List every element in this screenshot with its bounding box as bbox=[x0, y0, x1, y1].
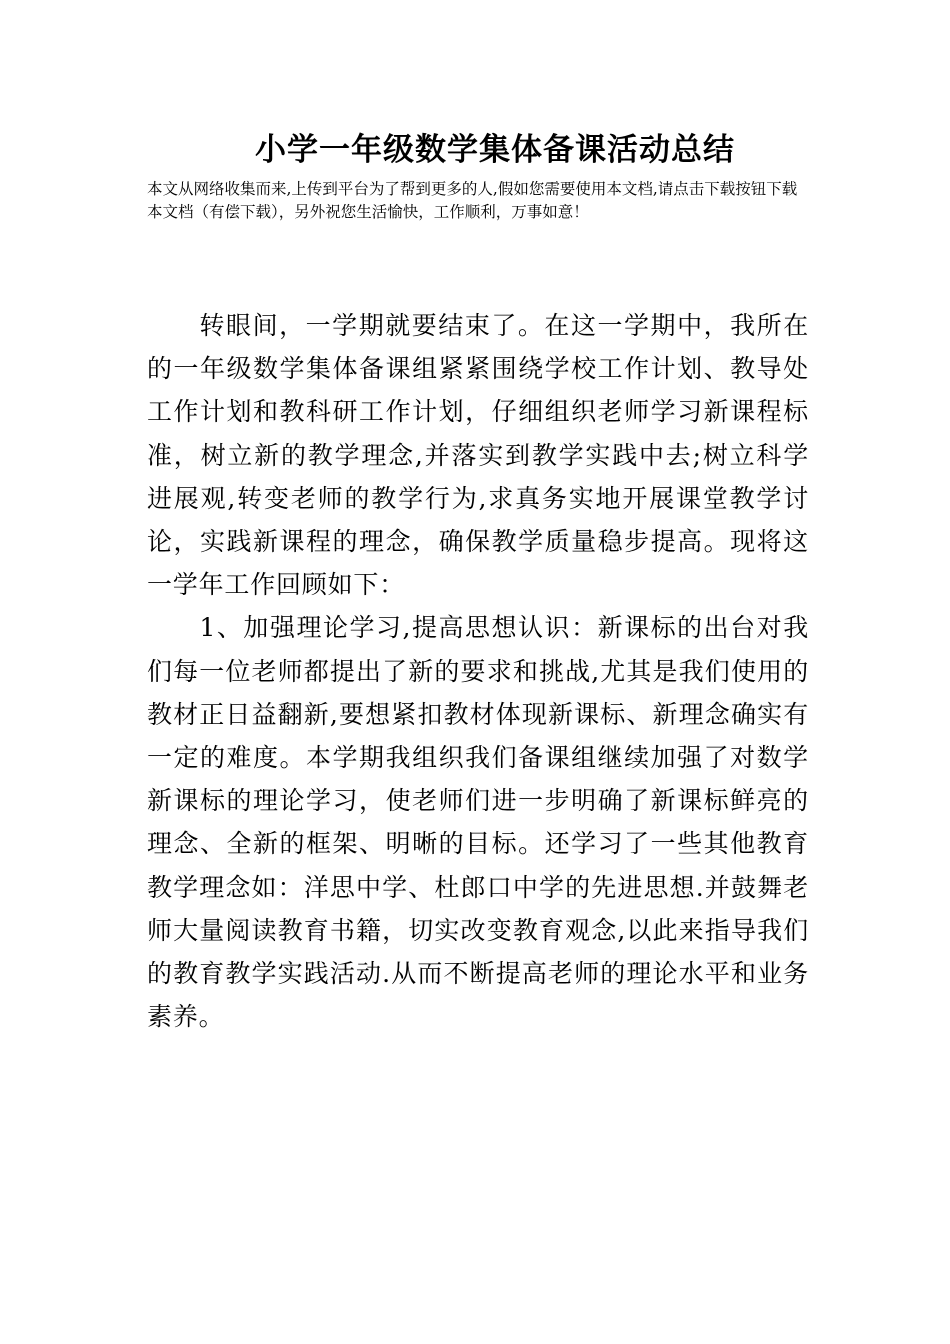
document-title: 小学一年级数学集体备课活动总结 bbox=[255, 132, 735, 168]
body-paragraph-theory-study: 1、加强理论学习,提高思想认识：新课标的出台对我们每一位老师都提出了新的要求和挑战,尤其是我们使用的教材正日益翻新,要想紧扣教材体现新课标、新理念确实有一定的难度。本学期我组织我们备课组继续加强了对数学新课标的理论学习，使老师们进一步明确了新课标鲜亮的理念、全新的框架、明晰的目标。还学习了一些其他教育教学理念如：洋思中学、杜郎口中学的先进思想.并鼓舞老师大量阅读教育书籍，切实改变教育观念,以此来指导我们的教育教学实践活动.从而不断提高老师的理论水平和业务素养。 bbox=[147, 613, 809, 1032]
document-body bbox=[147, 304, 809, 1038]
download-notice: 本文从网络收集而来,上传到平台为了帮到更多的人,假如您需要使用本文档,请点击下载按钮下载本文档（有偿下载），另外祝您生活愉快，工作顺利，万事如意！ bbox=[147, 180, 798, 221]
body-paragraph-intro: 转眼间，一学期就要结束了。在这一学期中，我所在的一年级数学集体备课组紧紧围绕学校工作计划、教导处工作计划和教科研工作计划，仔细组织老师学习新课程标准，树立新的教学理念,并落实到教学实践中去;树立科学进展观,转变老师的教学行为,求真务实地开展课堂教学讨论，实践新课程的理念，确保教学质量稳步提高。现将这一学年工作回顾如下： bbox=[147, 311, 809, 600]
